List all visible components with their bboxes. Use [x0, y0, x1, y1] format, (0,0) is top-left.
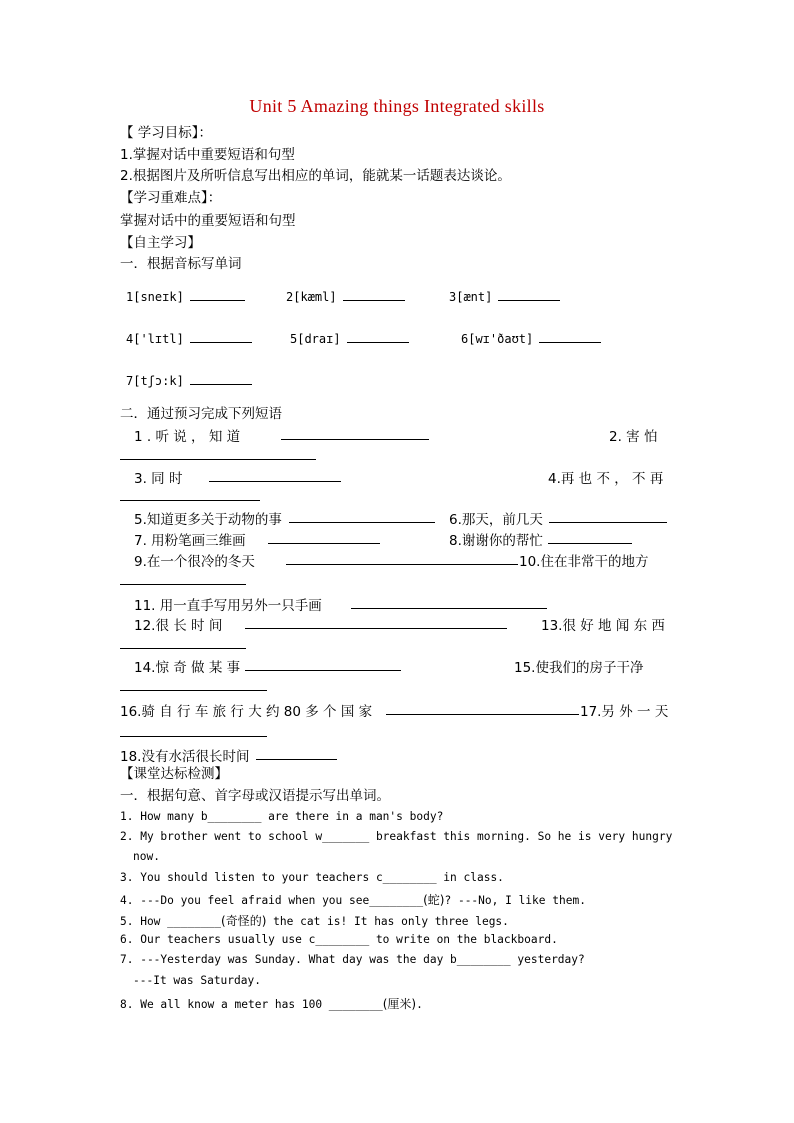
- key-point-1: 掌握对话中的重要短语和句型: [120, 213, 296, 229]
- exercise-line: now.: [133, 850, 160, 863]
- phrase-item: 6.那天，前几天: [449, 512, 543, 528]
- phrase-item: 15.使我们的房子干净: [514, 660, 644, 676]
- phrase-item: 8.谢谢你的帮忙: [449, 533, 543, 549]
- exercise-line: 4. ---Do you feel afraid when you see________(蛇)? ---No, I like them.: [120, 893, 586, 907]
- exercise-line: 8. We all know a meter has 100 ________(厘米).: [120, 997, 423, 1011]
- part2-heading: 二．通过预习完成下列短语: [120, 406, 282, 422]
- phonetic-item: 6[wɪ'ðaʊt]: [461, 330, 601, 346]
- phrase-item: 5.知道更多关于动物的事: [134, 512, 282, 528]
- goal-1: 1.掌握对话中重要短语和句型: [120, 147, 295, 163]
- key-header: 【学习重难点】：: [120, 190, 222, 206]
- phonetic-item: 7[tʃɔ:k]: [126, 372, 252, 388]
- phonetic-item: 3[ænt]: [449, 288, 560, 304]
- answer-line: [245, 628, 507, 629]
- answer-line: [289, 522, 435, 523]
- phrase-item: 11. 用一直手写用另外一只手画: [134, 598, 322, 614]
- answer-line: [120, 459, 316, 460]
- phrase-item: 14.惊 奇 做 某 事: [134, 660, 241, 676]
- page-title: Unit 5 Amazing things Integrated skills: [249, 96, 545, 116]
- answer-line: [286, 564, 518, 565]
- answer-line: [386, 714, 579, 715]
- answer-line: [120, 736, 267, 737]
- answer-line: [209, 481, 341, 482]
- answer-line: [351, 608, 547, 609]
- exercise-line: 7. ---Yesterday was Sunday. What day was the day b________ yesterday?: [120, 953, 585, 966]
- answer-line: [120, 500, 260, 501]
- goals-header: 【 学习目标】：: [120, 125, 213, 141]
- exercise-line: 6. Our teachers usually use c________ to write on the blackboard.: [120, 933, 558, 946]
- phrase-item: 16.骑 自 行 车 旅 行 大 约 80 多 个 国 家: [120, 704, 373, 720]
- self-study-header: 【自主学习】: [120, 235, 201, 251]
- answer-line: [268, 543, 380, 544]
- phonetic-item: 4['lɪtl]: [126, 330, 252, 346]
- phonetic-item: 5[draɪ]: [290, 330, 409, 346]
- answer-line: [548, 543, 632, 544]
- answer-line: [120, 690, 267, 691]
- phrase-item: 7. 用粉笔画三维画: [134, 533, 246, 549]
- answer-line: [120, 648, 246, 649]
- phonetic-item: 1[sneɪk]: [126, 288, 245, 304]
- exercise-line: ---It was Saturday.: [133, 974, 261, 987]
- phrase-item: 10.住在非常干的地方: [519, 554, 649, 570]
- exercise-line: 1. How many b________ are there in a man's body?: [120, 810, 444, 823]
- answer-line: [256, 759, 337, 760]
- phrase-item: 9.在一个很冷的冬天: [134, 554, 255, 570]
- check-instruction: 一．根据句意、首字母或汉语提示写出单词。: [120, 788, 390, 804]
- answer-line: [245, 670, 401, 671]
- exercise-line: 5. How ________(奇怪的) the cat is! It has only three legs.: [120, 914, 509, 928]
- exercise-line: 3. You should listen to your teachers c________ in class.: [120, 871, 504, 884]
- exercise-line: 2. My brother went to school w_______ breakfast this morning. So he is very hungry: [120, 830, 673, 843]
- phrase-item: 18.没有水活很长时间: [120, 749, 250, 765]
- part1-heading: 一．根据音标写单词: [120, 256, 242, 272]
- answer-line: [549, 522, 667, 523]
- check-header: 【课堂达标检测】: [120, 766, 228, 782]
- phrase-item: 2. 害 怕: [609, 429, 658, 445]
- answer-line: [281, 439, 429, 440]
- phrase-item: 13.很 好 地 闻 东 西: [541, 618, 665, 634]
- phrase-item: 17.另 外 一 天: [580, 704, 669, 720]
- answer-line: [120, 584, 246, 585]
- phrase-item: 1 . 听 说 ， 知 道: [134, 429, 241, 445]
- goal-2: 2.根据图片及所听信息写出相应的单词，能就某一话题表达谈论。: [120, 168, 511, 184]
- phonetic-item: 2[kæml]: [286, 288, 405, 304]
- phrase-item: 12.很 长 时 间: [134, 618, 223, 634]
- phrase-item: 4.再 也 不 ， 不 再: [548, 471, 664, 487]
- phrase-item: 3. 同 时: [134, 471, 183, 487]
